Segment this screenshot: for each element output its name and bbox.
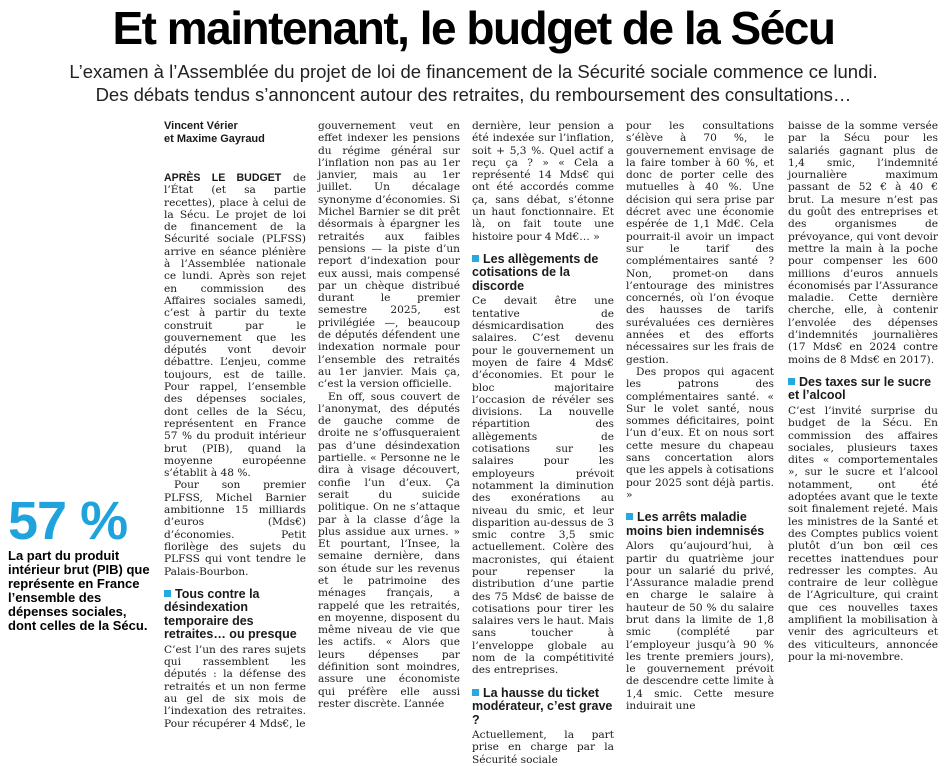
- paragraph: baisse de la somme versée par la Sécu pour les salariés gagnant plus de 1,4 smic, l’indemnité journalière maximum passant de 52 € à 40 € brut. La mesure n’est pas du goût des entreprises et des organismes de prévoyance, qui vont devoir mettre la main à la poche pour compenser les 600 millions d’euros annuels économisés par l’Assurance maladie. Cette dernière cherche, elle, à contenir l’envolée des dépenses d’indemnités journalières (17 Mds€ en 2024 contre moins de 8 Mds€ en 2017).: [788, 120, 938, 366]
- byline: [164, 120, 306, 146]
- intro-text: de l’État (et sa partie recettes), place à celui de la Sécu. Le projet de loi de financement de la Sécurité sociale (PLFSS) arrive en séance plénière à l’Assemblée nationale ce lundi. Après son rejet en commission des Affaires sociales samedi, c’est à partir du texte construit par le gouvernement que les députés vont devoir débattre. L’enjeu, comme toujours, est de taille. Pour rappel, l’ensemble des dépenses sociales, dont celles de la Sécu, représentent en France 57 % du produit intérieur brut (PIB), quand la moyenne européenne s’établit à 48 %.: [164, 172, 306, 480]
- subheading: [788, 376, 938, 403]
- standfirst: [0, 60, 947, 106]
- subheading: [164, 588, 306, 642]
- stat-number: 57 %: [8, 491, 128, 551]
- paragraph: C’est l’invité surprise du budget de la Sécu. En commission des affaires sociales, plusieurs taxes dites « comportementales », sur le sucre et l’alcool notamment, ont été adoptées avant que le texte soit finalement rejeté. Mais les ministres de la Santé et des Comptes publics voient plutôt d’un bon œil ces recettes inattendues pour redresser les comptes. Au contraire de leur collègue de l’Agriculture, qui craint que ces nouvelles taxes amplifient la mobilisation à venir des agriculteurs et des viticulteurs, annoncée pour la mi-novembre.: [788, 404, 938, 663]
- standfirst-line-1: L’examen à l’Assemblée du projet de loi de financement de la Sécurité sociale commence ce lundi.: [69, 61, 878, 82]
- column-4: [626, 120, 774, 713]
- byline-author-2: et Maxime Gayraud: [164, 133, 265, 145]
- column-5: [788, 120, 938, 673]
- paragraph: Des propos qui agacent les patrons des complémentaires santé. « Sur le volet santé, nous sommes déficitaires, point l’un d’eux. Et on nous sort cette mesure du chapeau sans concertation alors que les appels à cotisations pour 2025 sont déjà partis. »: [626, 365, 774, 501]
- bullet-square-icon: [626, 513, 633, 520]
- column-3: [472, 120, 614, 766]
- subheading-text: Les arrêts maladie moins bien indemnisés: [626, 510, 765, 538]
- subheading: [472, 687, 614, 728]
- lead-in: APRÈS LE BUDGET: [164, 172, 282, 184]
- standfirst-line-2: Des débats tendus s’annoncent autour des retraites, du remboursement des consultations…: [95, 84, 852, 105]
- subheading-text: Tous contre la désindexation temporaire des retraites… ou presque: [164, 586, 297, 642]
- paragraph: Pour son premier PLFSS, Michel Barnier ambitionne 15 milliards d’euros (Mds€) d’économies. Petit florilège des sujets du PLFSS qui vont tendre le Palais-Bourbon.: [164, 479, 306, 578]
- stat-caption: La part du produit intérieur brut (PIB) que représente en France l’ensemble des dépenses sociales, dont celles de la Sécu.: [8, 548, 150, 633]
- byline-author-1: Vincent Vérier: [164, 120, 238, 132]
- column-2: [318, 120, 460, 710]
- paragraph: C’est l’un des rares sujets qui rassemblent les députés : la défense des retraités et un non ferme au gel de six mois de l’indexation des retraites. Pour récupérer 4 Mds€, le: [164, 643, 306, 730]
- paragraph: gouvernement veut en effet indexer les pensions du régime général sur l’inflation non pas au 1er janvier, mais au 1er juillet. Un décalage synonyme d’économies. Si Michel Barnier se dit prêt désormais à épargner les retraités aux faibles pensions — la piste d’un report d’indexation pour eux aussi, mais compensé par un chèque distribué durant le premier semestre 2025, est privilégiée —, beaucoup de députés défendent une indexation normale pour l’ensemble des retraités au 1er janvier. Mais ça, c’est la version officielle.: [318, 120, 460, 391]
- headline: Et maintenant, le budget de la Sécu: [112, 2, 835, 54]
- paragraph: pour les consultations s’élève à 70 %, le gouvernement envisage de la faire tomber à 60 %, et donc de porter celle des mutuelles à 40 %. Une décision qui sera prise par décret avec une économie espérée de 1,1 Md€. Cela pourrait-il avoir un impact sur le tarif des complémentaires santé ? Non, promet-on dans l’entourage des ministres concernés, où l’on évoque des hausses de tarifs surévaluées ces dernières années et des efforts nécessaires sur les frais de gestion.: [626, 120, 774, 366]
- bullet-square-icon: [788, 378, 795, 385]
- column-1: [164, 120, 306, 730]
- paragraph: dernière, leur pension a été indexée sur l’inflation, soit + 5,3 %. Quel actif a reçu ça ? » « Cela a représenté 14 Mds€ qui ont été accordés comme ça, sans débat, s’étonne un haut fonctionnaire. Et là, on fait toute une histoire pour 4 Md€… »: [472, 120, 614, 243]
- paragraph: En off, sous couvert de l’anonymat, des députés de gauche comme de droite ne s’offusqueraient pas d’une désindexation partielle. « Personne ne le dira à visage découvert, confie l’un d’eux. Ça serait du suicide politique. On ne s’attaque par à la classe d’âge la plus assidue aux urnes. » Et pourtant, l’Insee, la semaine dernière, dans son étude sur les revenus et le patrimoine des ménages français, a rappelé que les retraités, en moyenne, disposent du même niveau de vie que les actifs. « Alors que leurs dépenses par définition sont moindres, assure une économiste qui préfère elle aussi rester discrète. L’année: [318, 390, 460, 710]
- stat-callout: [8, 493, 158, 633]
- subheading-text: La hausse du ticket modérateur, c’est grave ?: [472, 685, 613, 727]
- intro-paragraph: [164, 172, 306, 479]
- subheading-text: Des taxes sur le sucre et l’alcool: [788, 374, 932, 403]
- paragraph: Ce devait être une tentative de désmicardisation des salaires. C’est devenu pour le gouvernement un moyen de faire 4 Mds€ d’économies. Et pour le bloc majoritaire l’occasion de révéler ses divisions. La nouvelle répartition des allègements de cotisations sur les salaires pour les employeurs prévoit notamment la diminution des exonérations au niveau du smic, et leur disparition au-dessus de 3 smic contre 3,5 smic actuellement. Colère des macronistes, qui étaient pour repenser la distribution d’une partie des 75 Mds€ de baisse de cotisations pour tirer les salaires vers le haut. Mais sans toucher à l’enveloppe globale au nom de la compétitivité des entreprises.: [472, 295, 614, 677]
- subheading-text: Les allègements de cotisations de la discorde: [472, 251, 599, 293]
- bullet-square-icon: [472, 689, 479, 696]
- subheading: [626, 511, 774, 538]
- subheading: [472, 253, 614, 294]
- bullet-square-icon: [472, 255, 479, 262]
- paragraph: Actuellement, la part prise en charge par la Sécurité sociale: [472, 729, 614, 766]
- bullet-square-icon: [164, 590, 171, 597]
- paragraph: Alors qu’aujourd’hui, à partir du quatrième jour pour un salarié du privé, l’Assurance maladie prend en charge le salaire à hauteur de 50 % du salaire brut dans la limite de 1,8 smic (complété par l’employeur jusqu’à 90 % les trente premiers jours), le gouvernement prévoit de descendre cette limite à 1,4 smic. Cette mesure induirait une: [626, 540, 774, 713]
